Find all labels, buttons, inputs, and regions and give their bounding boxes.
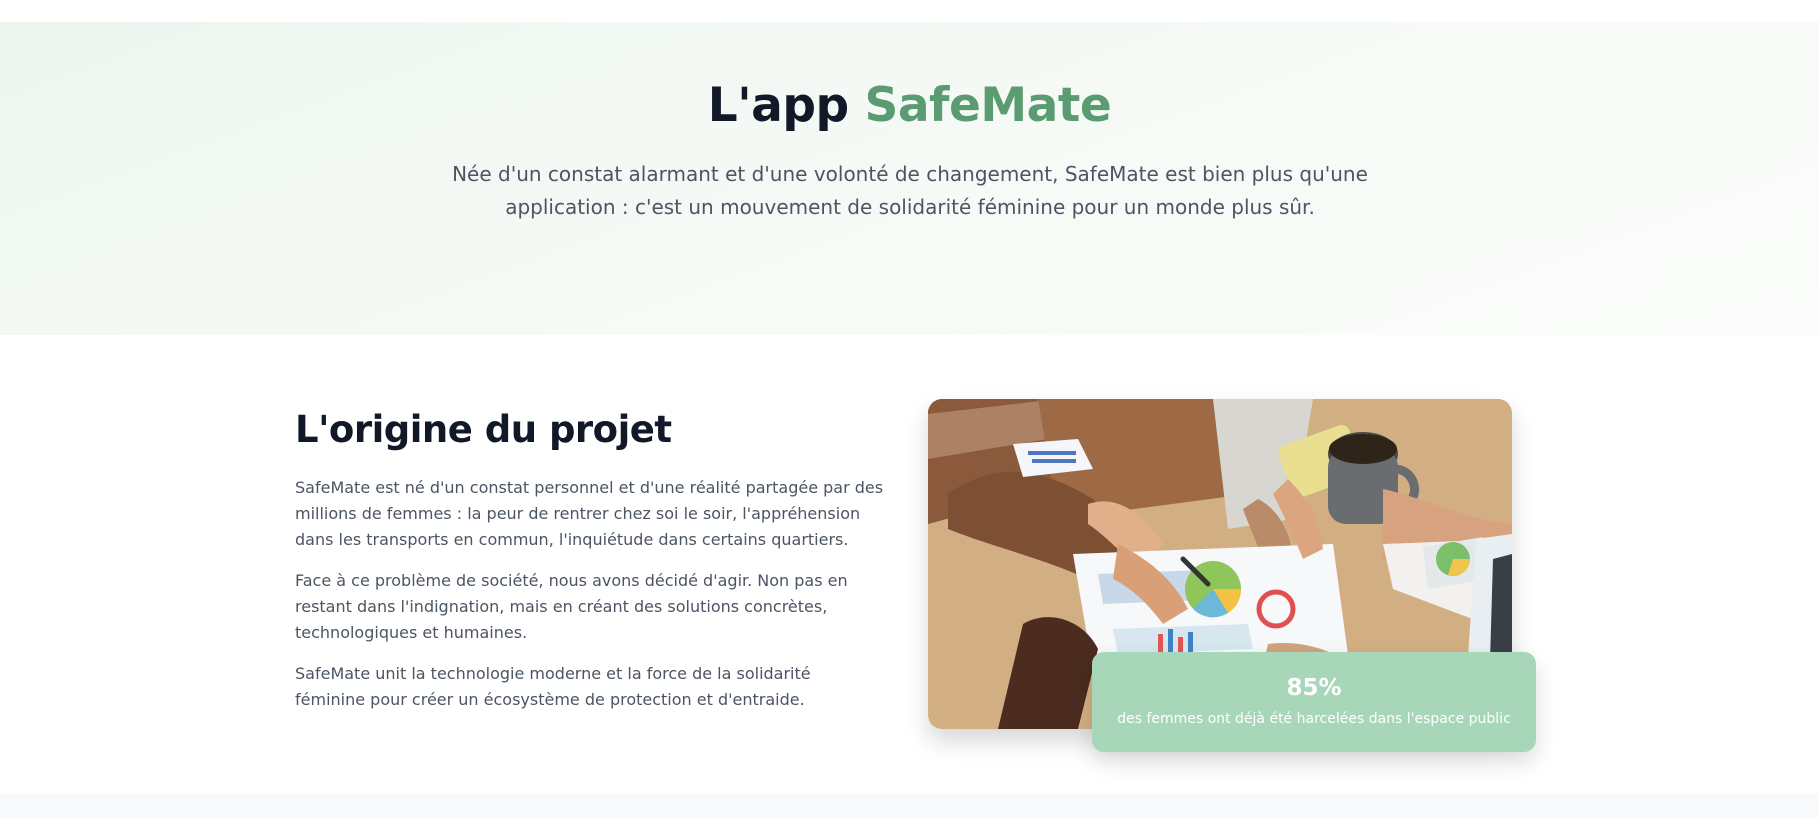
statistic-label: des femmes ont déjà été harcelées dans l'espace public: [1117, 711, 1511, 727]
statistic-value: 85%: [1286, 675, 1342, 701]
origin-paragraph-1: SafeMate est né d'un constat personnel et d'une réalité partagée par des millions de femmes : la peur de rentrer chez soi le soir, l'appréhension dans les transports en commun, l'inquiétude dans certains quartiers.: [295, 478, 884, 549]
hero-title-prefix: L'app: [707, 78, 849, 133]
origin-title: L'origine du projet: [295, 408, 672, 451]
statistic-card: [1092, 652, 1536, 752]
hero-title-accent: SafeMate: [864, 78, 1112, 133]
origin-paragraph-3: SafeMate unit la technologie moderne et la force de la solidarité féminine pour créer un écosystème de protection et d'entraide.: [295, 664, 811, 709]
hero-section: [0, 22, 1819, 335]
top-strip: [0, 0, 1819, 22]
origin-paragraph-2: Face à ce problème de société, nous avons décidé d'agir. Non pas en restant dans l'indignation, mais en créant des solutions concrètes, technologiques et humaines.: [295, 571, 848, 642]
hero-title: [0, 78, 1819, 134]
origin-section: [0, 335, 1819, 793]
footer-band: [0, 793, 1819, 818]
hero-description: Née d'un constat alarmant et d'une volonté de changement, SafeMate est bien plus qu'une application : c'est un mouvement de solidarité féminine pour un monde plus sûr.: [452, 162, 1368, 219]
